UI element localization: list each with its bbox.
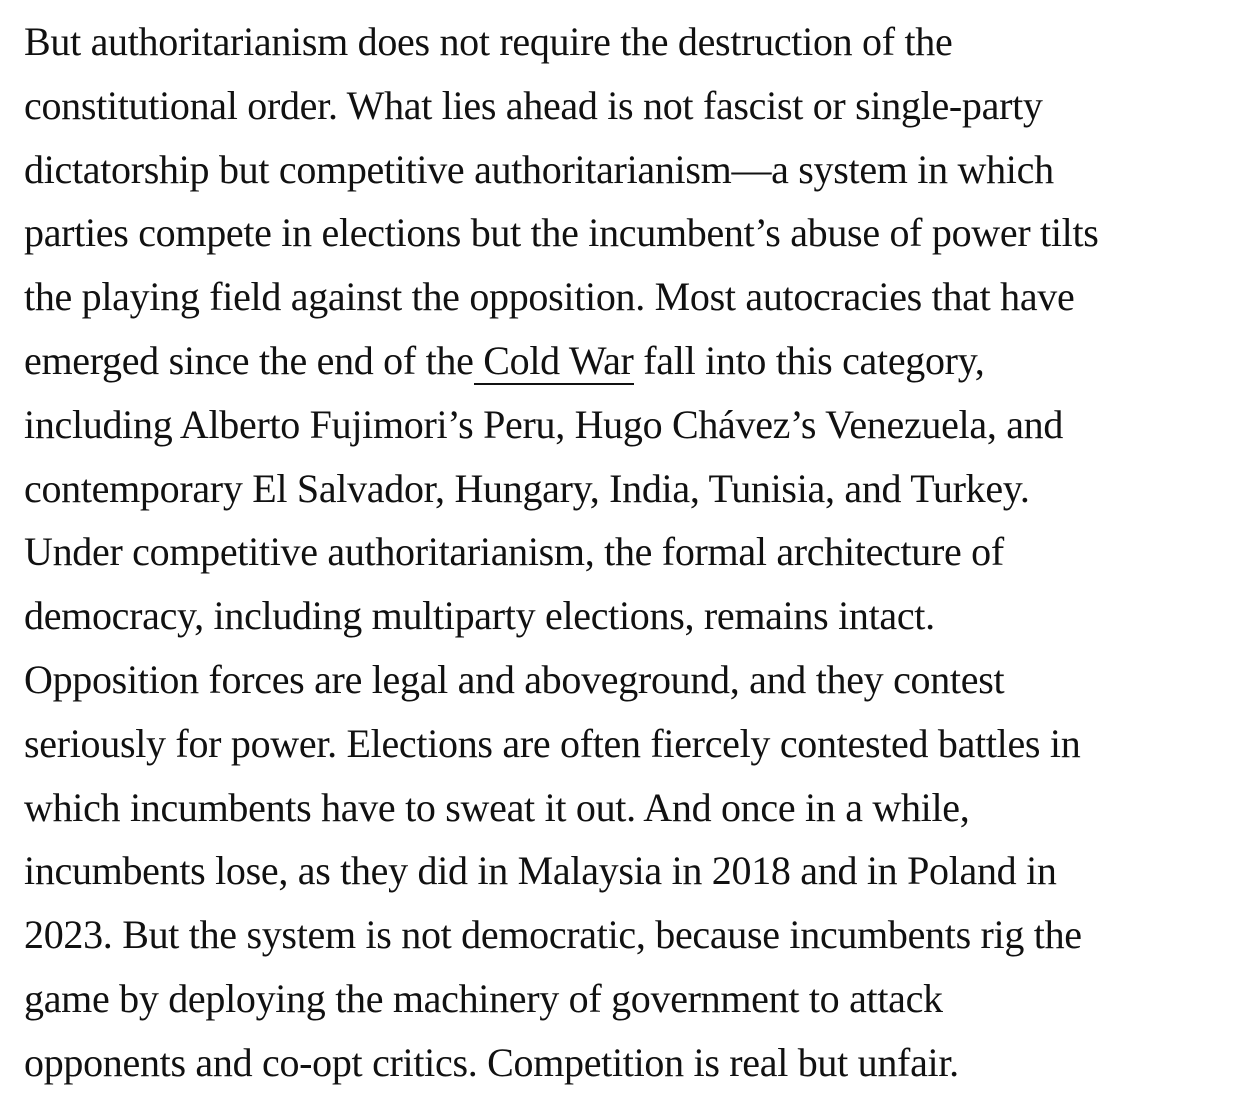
text-line: Opposition forces are legal and aboveground, and they contest xyxy=(24,656,1005,702)
text-segment: fall into this category, xyxy=(633,337,985,383)
text-line: dictatorship but competitive authoritarianism—a system in which xyxy=(24,146,1054,192)
text-line: But authoritarianism does not require the destruction of the xyxy=(24,19,953,64)
text-line: contemporary El Salvador, Hungary, India, Tunisia, and Turkey. xyxy=(24,465,1030,511)
text-line: parties compete in elections but the incumbent’s abuse of power tilts xyxy=(24,210,1099,256)
text-line: game by deploying the machinery of government to attack xyxy=(24,975,943,1021)
text-line: democracy, including multiparty elections, remains intact. xyxy=(24,593,935,639)
text-line: 2023. But the system is not democratic, because incumbents rig the xyxy=(24,912,1082,958)
article-paragraph xyxy=(24,10,1234,1095)
text-line-with-link xyxy=(24,329,1234,393)
text-line: constitutional order. What lies ahead is not fascist or single-party xyxy=(24,82,1043,128)
text-segment: emerged since the end of the xyxy=(24,337,474,383)
text-line: the playing field against the opposition. Most autocracies that have xyxy=(24,274,1075,320)
text-line: opponents and co-opt critics. Competition is real but unfair. xyxy=(24,1039,959,1085)
text-line: incumbents lose, as they did in Malaysia in 2018 and in Poland in xyxy=(24,848,1057,894)
text-line: which incumbents have to sweat it out. And once in a while, xyxy=(24,784,970,830)
cold-war-link[interactable]: Cold War xyxy=(473,337,634,383)
text-line: Under competitive authoritarianism, the formal architecture of xyxy=(24,529,1004,575)
text-line: seriously for power. Elections are often fiercely contested battles in xyxy=(24,720,1081,766)
text-line: including Alberto Fujimori’s Peru, Hugo Chávez’s Venezuela, and xyxy=(24,401,1064,447)
